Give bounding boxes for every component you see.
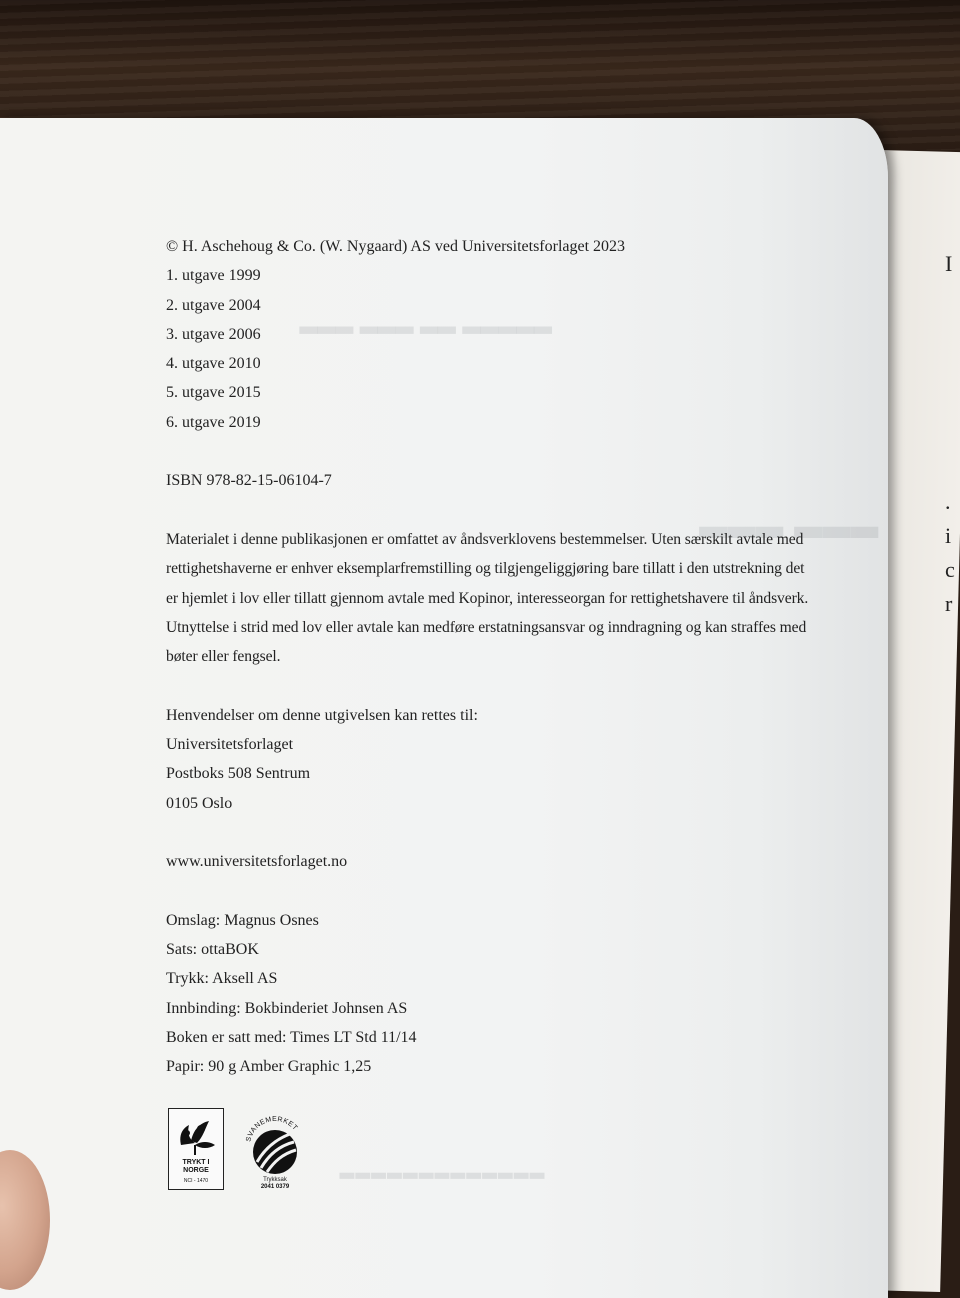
contact-publisher: Universitetsforlaget [166, 736, 294, 754]
trykt-code: NCI - 1470 [183, 1178, 209, 1184]
edition-item: 4. utgave 2010 [166, 355, 261, 373]
colophon-text [166, 232, 866, 1082]
credit-line: Papir: 90 g Amber Graphic 1,25 [166, 1058, 372, 1076]
edition-item: 6. utgave 2019 [166, 413, 261, 431]
isbn: ISBN 978-82-15-06104-7 [166, 472, 332, 490]
rights-notice-line: Utnyttelse i strid med lov eller avtale kan medføre erstatningsansvar og inndragning og kan straffes med [166, 618, 807, 636]
rights-notice-line: er hjemlet i lov eller tillatt gjennom avtale med Kopinor, interesseorgan for rettighetshavere til åndsverk. [166, 589, 809, 607]
edition-item: 3. utgave 2006 [166, 325, 261, 343]
production-credits [166, 906, 866, 1082]
rights-notice-line: Materialet i denne publikasjonen er omfattet av åndsverklovens bestemmelser. Uten særskilt avtale med [166, 530, 804, 548]
rights-notice-line: bøter eller fengsel. [166, 648, 281, 666]
svanemerket-label: Trykksak [263, 1177, 287, 1183]
facing-page-edge-letters: I . i c r [945, 251, 955, 616]
edition-item: 1. utgave 1999 [166, 267, 261, 285]
svanemerket-logo [240, 1110, 310, 1200]
credit-line: Trykk: Aksell AS [166, 970, 278, 988]
rights-notice [166, 525, 866, 671]
contact-intro: Henvendelser om denne utgivelsen kan rettes til: [166, 706, 478, 724]
show-through-publisher: ▂▂▂▂▂▂▂▂▂▂▂▂▂ [340, 1158, 546, 1178]
svanemerket-arc-text: SVANEMERKET [245, 1115, 299, 1143]
edition-list [166, 261, 866, 437]
credit-line: Omslag: Magnus Osnes [166, 911, 319, 929]
trykt-i-norge-logo [168, 1108, 224, 1190]
trykt-line1: TRYKT I [182, 1159, 210, 1166]
edition-item: 2. utgave 2004 [166, 296, 261, 314]
swan-icon [240, 1110, 310, 1180]
contact-city: 0105 Oslo [166, 794, 233, 812]
leaf-icon [169, 1111, 223, 1157]
show-through-author: ▂▂▂ ▂▂▂ ▂▂ ▂▂▂▂▂ [300, 308, 553, 333]
contact-address: Postboks 508 Sentrum [166, 765, 311, 783]
svanemerket-number: 2041 0379 [260, 1184, 290, 1190]
credit-line: Sats: ottaBOK [166, 941, 259, 959]
credit-line: Boken er satt med: Times LT Std 11/14 [166, 1029, 417, 1047]
copyright-line: © H. Aschehoug & Co. (W. Nygaard) AS ved Universitetsforlaget 2023 [166, 238, 626, 255]
rights-notice-line: rettighetshaverne er enhver eksemplarfremstilling og tilgjengeliggjøring bare tillatt i den utstrekning det [166, 560, 805, 578]
show-through-title: ▂▂▂ ▂▂▂ [700, 500, 880, 537]
edition-item: 5. utgave 2015 [166, 384, 261, 402]
contact-block [166, 701, 866, 818]
website: www.universitetsforlaget.no [166, 853, 348, 871]
credit-line: Innbinding: Bokbinderiet Johnsen AS [166, 999, 408, 1017]
trykt-line2: NORGE [183, 1167, 209, 1174]
